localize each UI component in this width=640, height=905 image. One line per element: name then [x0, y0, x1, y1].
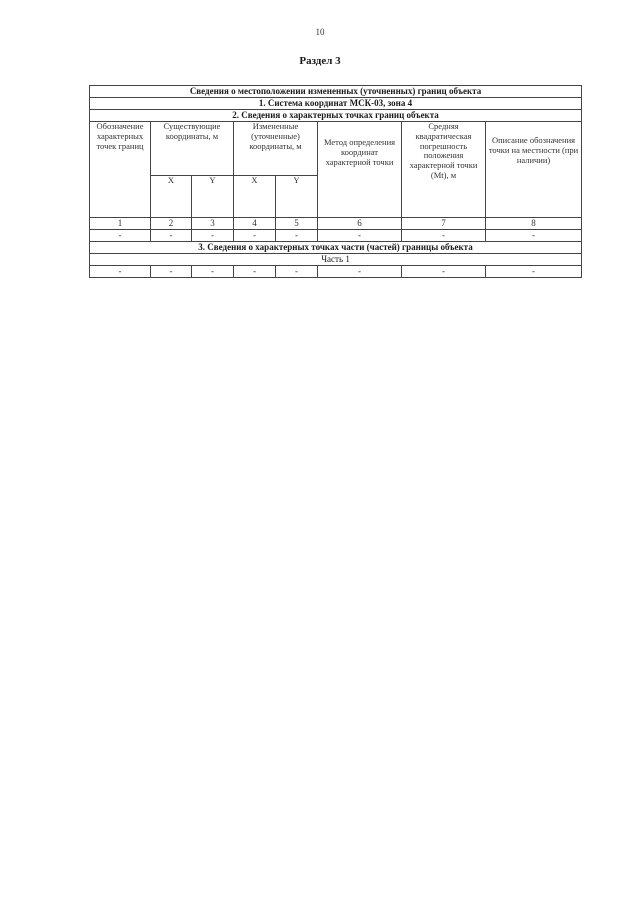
header-existing-y: Y [192, 176, 234, 218]
header-changed-y: Y [276, 176, 318, 218]
table-cell: - [151, 230, 192, 242]
header-existing-coords: Существующие координаты, м [151, 122, 234, 176]
header-error: Средняя квадратическая погрешность положения характерной точки (Mt), м [402, 122, 486, 218]
col-number-4: 4 [234, 218, 276, 230]
coord-system-row: 1. Система координат МСК-03, зона 4 [90, 98, 582, 110]
points-heading: 2. Сведения о характерных точках границ объекта [90, 110, 582, 122]
part-label: Часть 1 [90, 254, 582, 266]
header-method: Метод определения координат характерной точки [318, 122, 402, 218]
table-cell: - [90, 230, 151, 242]
boundary-table [89, 85, 582, 278]
table-cell: - [318, 266, 402, 278]
col-number-6: 6 [318, 218, 402, 230]
table-cell: - [192, 266, 234, 278]
col-number-8: 8 [486, 218, 582, 230]
col-number-7: 7 [402, 218, 486, 230]
col-number-3: 3 [192, 218, 234, 230]
col-number-2: 2 [151, 218, 192, 230]
table-cell: - [486, 266, 582, 278]
table-cell: - [234, 266, 276, 278]
section-title: Раздел 3 [299, 55, 341, 67]
page-number: 10 [315, 27, 325, 37]
table-cell: - [276, 230, 318, 242]
table-cell: - [151, 266, 192, 278]
table-cell: - [402, 266, 486, 278]
table-cell: - [90, 266, 151, 278]
header-point-designation: Обозначение характерных точек границ [90, 122, 151, 218]
header-description: Описание обозначения точки на местности (при наличии) [486, 122, 582, 218]
col-number-1: 1 [90, 218, 151, 230]
table-cell: - [486, 230, 582, 242]
col-number-5: 5 [276, 218, 318, 230]
table-title: Сведения о местоположении измененных (уточненных) границ объекта [90, 86, 582, 98]
parts-heading: 3. Сведения о характерных точках части (частей) границы объекта [90, 242, 582, 254]
header-existing-x: X [151, 176, 192, 218]
table-cell: - [234, 230, 276, 242]
table-cell: - [402, 230, 486, 242]
header-changed-coords: Измененные (уточненные) координаты, м [234, 122, 318, 176]
header-changed-x: X [234, 176, 276, 218]
table-cell: - [276, 266, 318, 278]
table-cell: - [318, 230, 402, 242]
table-cell: - [192, 230, 234, 242]
